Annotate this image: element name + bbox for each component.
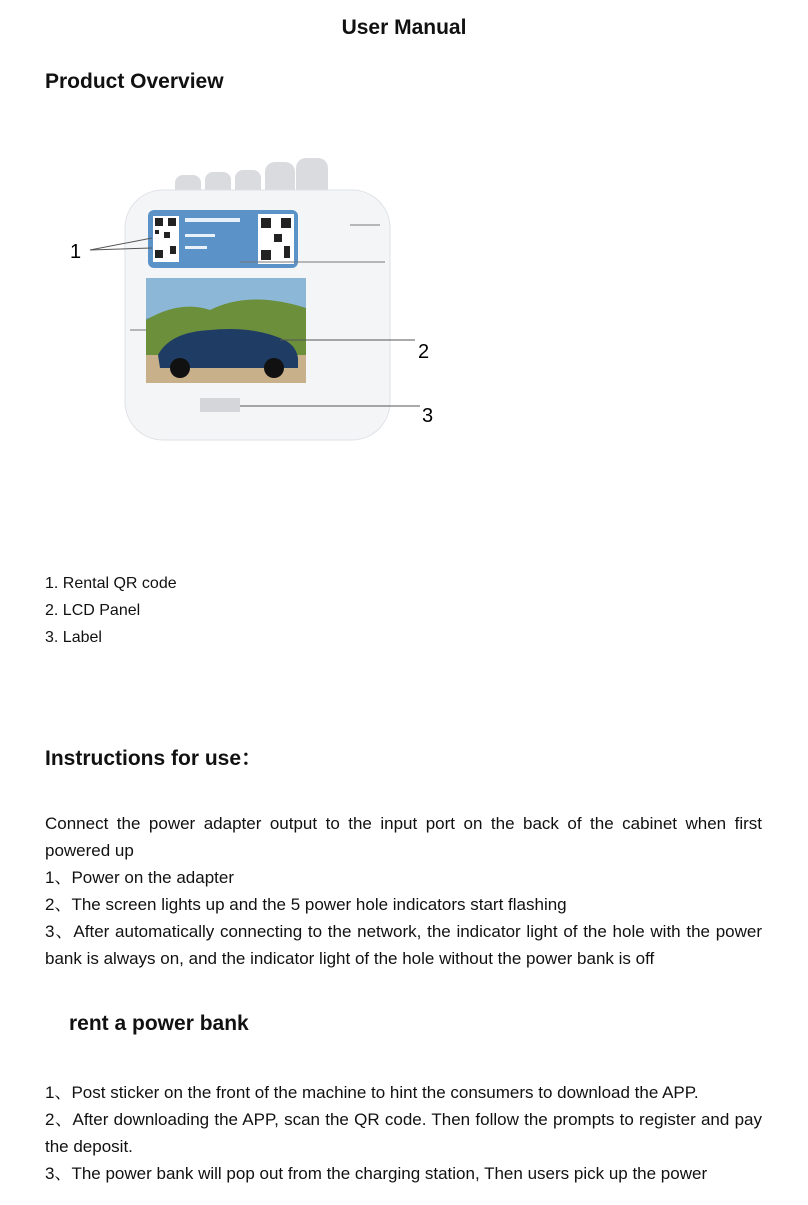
list-item: 3. Label — [45, 629, 102, 646]
rent-step: 2、After downloading the APP, scan the QR code. Then follow the prompts to register and pay the deposit. — [45, 1110, 762, 1156]
product-figure — [60, 150, 480, 460]
rent-step: 3、The power bank will pop out from the charging station, Then users pick up the power — [45, 1164, 708, 1183]
list-item: 2. LCD Panel — [45, 602, 141, 619]
parts-list — [45, 570, 177, 651]
callout-1: 1 — [70, 241, 82, 263]
instruction-text: 2、The screen lights up and the 5 power hole indicators start flashing — [45, 895, 567, 914]
instruction-text: 1、Power on the adapter — [45, 868, 235, 887]
instructions-heading: Instructions for use： — [45, 747, 263, 770]
callout-3: 3 — [422, 405, 434, 427]
instruction-text: Connect the power adapter output to the input port on the back of the cabinet when first powered up — [45, 814, 762, 860]
list-item: 1. Rental QR code — [45, 575, 177, 592]
callout-2: 2 — [418, 341, 430, 363]
charging-station-illustration — [60, 150, 480, 460]
label-plate — [200, 398, 240, 412]
instruction-text: 3、After automatically connecting to the network, the indicator light of the hole with the power bank is always on, and the indicator light of the hole without the power bank is off — [45, 922, 762, 968]
document-title: User Manual — [341, 16, 467, 39]
rent-step: 1、Post sticker on the front of the machine to hint the consumers to download the APP. — [45, 1083, 699, 1102]
rent-heading: rent a power bank — [69, 1012, 249, 1035]
overview-heading: Product Overview — [45, 70, 224, 93]
instructions-body — [45, 810, 762, 972]
rent-steps — [45, 1079, 762, 1187]
